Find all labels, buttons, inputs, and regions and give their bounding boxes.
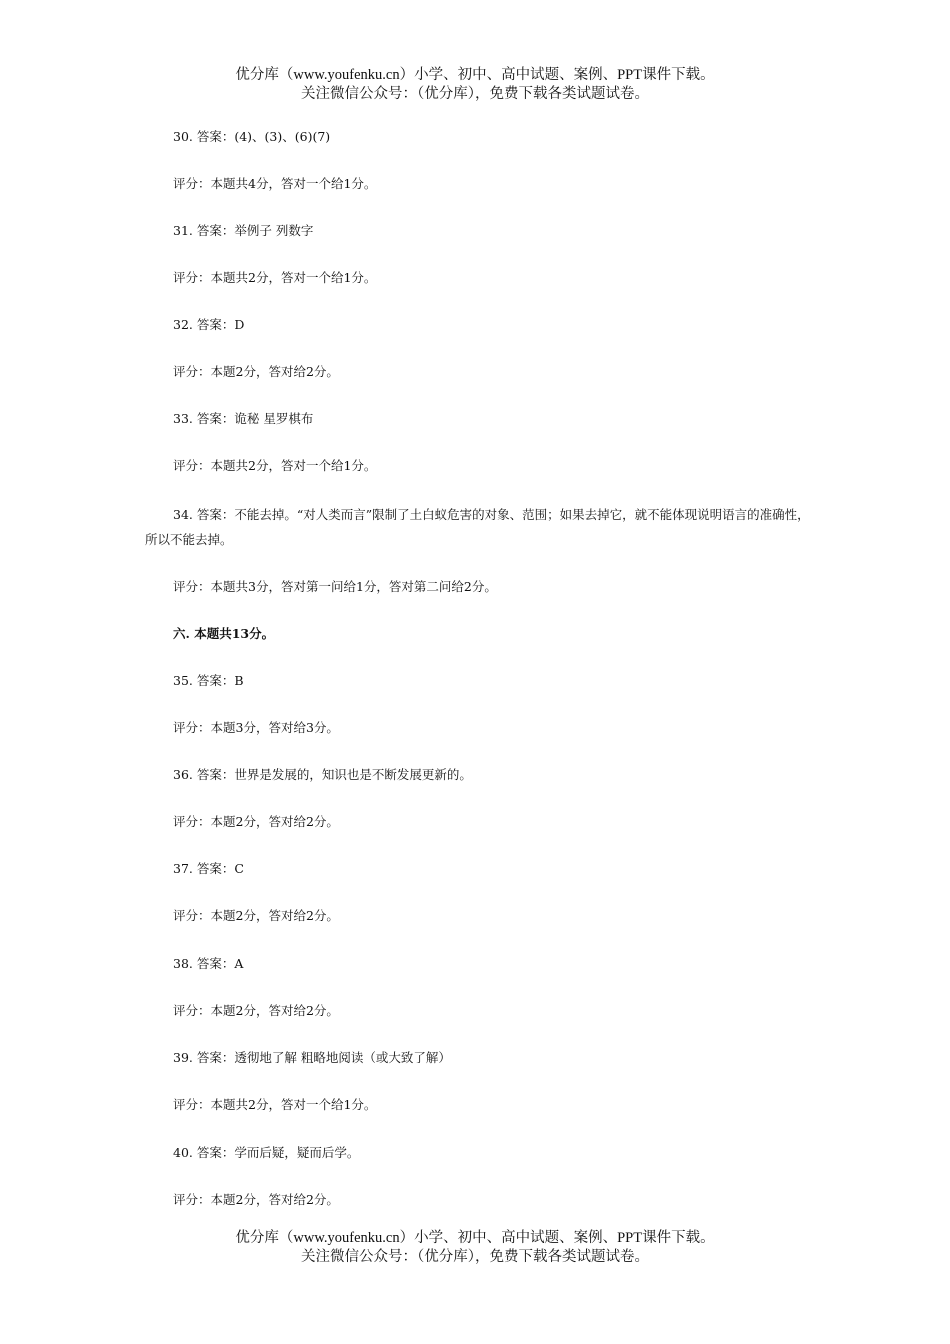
answer-34: 34. 答案：不能去掉。“对人类而言”限制了土白蚁危害的对象、范围；如果去掉它，就不能体现说明语言的准确性，所以不能去掉。	[145, 507, 810, 547]
header-line-1: 优分库（www.youfenku.cn）小学、初中、高中试题、案例、PPT课件下载。	[235, 67, 715, 83]
section-heading-6: 六. 本题共13分。	[173, 626, 275, 641]
answer-38: 38. 答案：A	[173, 956, 244, 971]
answer-32: 32. 答案：D	[173, 317, 245, 332]
answer-31: 31. 答案：举例子 列数字	[173, 223, 314, 238]
footer-line-1: 优分库（www.youfenku.cn）小学、初中、高中试题、案例、PPT课件下载。	[235, 1230, 715, 1246]
answer-40: 40. 答案：学而后疑，疑而后学。	[173, 1145, 360, 1160]
score-30: 评分：本题共4分，答对一个给1分。	[173, 176, 377, 191]
page-footer	[0, 1229, 950, 1267]
score-34: 评分：本题共3分，答对第一问给1分，答对第二问给2分。	[173, 579, 497, 594]
score-39: 评分：本题共2分，答对一个给1分。	[173, 1097, 377, 1112]
score-31: 评分：本题共2分，答对一个给1分。	[173, 270, 377, 285]
page-header	[0, 66, 950, 104]
score-38: 评分：本题2分，答对给2分。	[173, 1003, 339, 1018]
score-37: 评分：本题2分，答对给2分。	[173, 908, 339, 923]
score-36: 评分：本题2分，答对给2分。	[173, 814, 339, 829]
score-32: 评分：本题2分，答对给2分。	[173, 364, 339, 379]
answer-33: 33. 答案：诡秘 星罗棋布	[173, 411, 314, 426]
answer-30: 30. 答案：(4)、(3)、(6)(7)	[173, 129, 331, 144]
score-35: 评分：本题3分，答对给3分。	[173, 720, 339, 735]
answer-35: 35. 答案：B	[173, 673, 244, 688]
answer-39: 39. 答案：透彻地了解 粗略地阅读（或大致了解）	[173, 1050, 451, 1065]
answer-36: 36. 答案：世界是发展的，知识也是不断发展更新的。	[173, 767, 472, 782]
footer-line-2: 关注微信公众号：（优分库），免费下载各类试题试卷。	[301, 1249, 649, 1265]
score-40: 评分：本题2分，答对给2分。	[173, 1192, 339, 1207]
answer-37: 37. 答案：C	[173, 861, 244, 876]
score-33: 评分：本题共2分，答对一个给1分。	[173, 458, 377, 473]
header-line-2: 关注微信公众号：（优分库），免费下载各类试题试卷。	[301, 86, 649, 102]
